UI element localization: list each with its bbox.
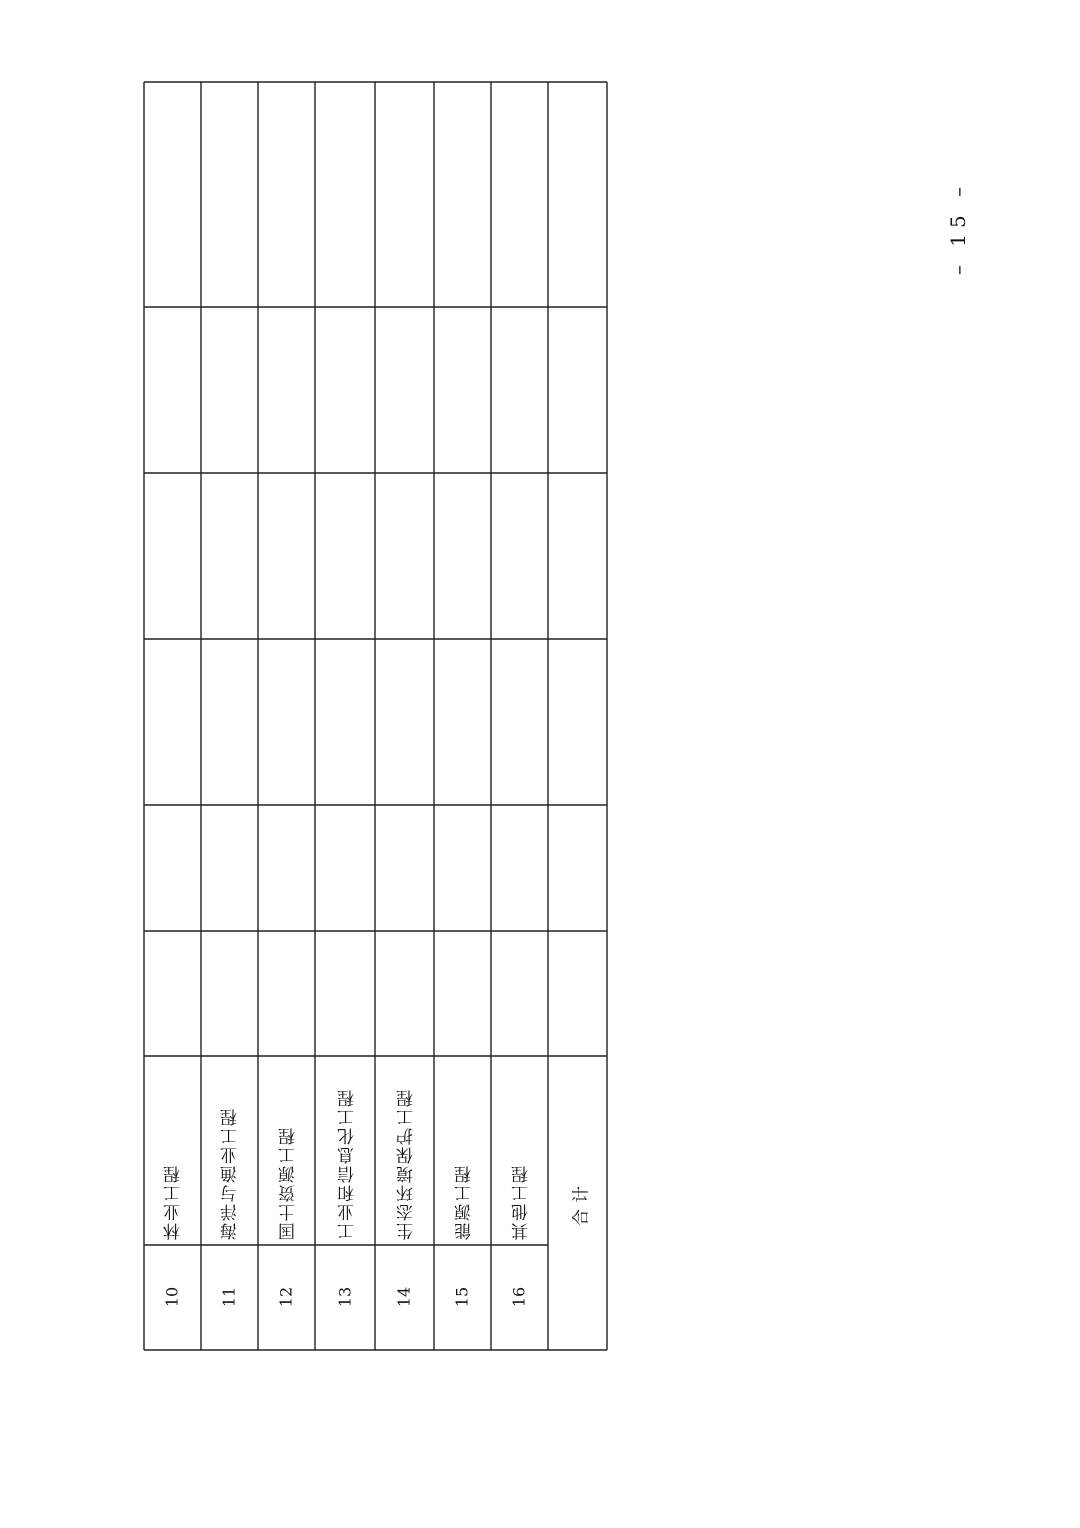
row-name: 林业工程 xyxy=(164,1164,184,1240)
row-name: 其他工程 xyxy=(512,1164,532,1240)
row-number: 11 xyxy=(219,1286,239,1308)
row-name: 生态环境保护工程 xyxy=(397,1088,417,1240)
row-number: 10 xyxy=(162,1286,182,1308)
row-number: 16 xyxy=(509,1286,529,1308)
row-name: 国土资源工程 xyxy=(279,1126,299,1240)
row-number: 12 xyxy=(276,1286,296,1308)
page-number: – 15 – xyxy=(946,180,970,276)
row-number: 14 xyxy=(394,1286,414,1308)
total-label: 合计 xyxy=(571,1180,592,1226)
row-number: 13 xyxy=(335,1286,355,1308)
row-name: 能源工程 xyxy=(455,1164,475,1240)
row-number: 15 xyxy=(452,1286,472,1308)
row-name: 海洋与渔业工程 xyxy=(221,1107,241,1240)
row-name: 工业和信息化工程 xyxy=(338,1088,358,1240)
